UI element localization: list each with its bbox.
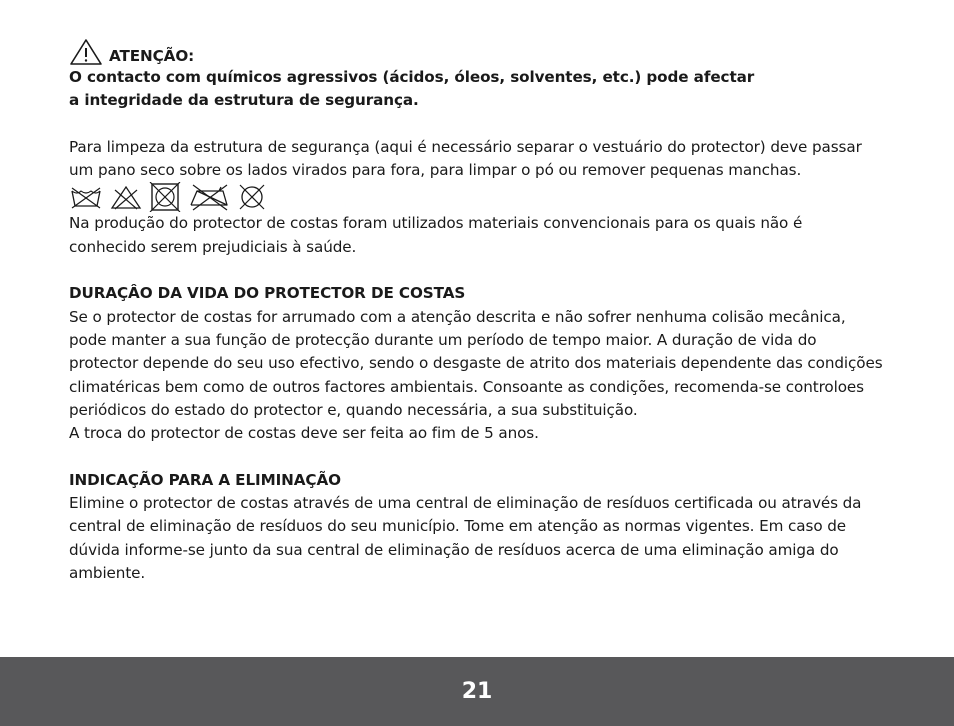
lifespan-text-line: Se o protector de costas for arrumado com a atenção descrita e não sofrer nenhuma colisão mecânica, <box>69 307 846 326</box>
cleaning-text-line: Para limpeza da estrutura de segurança (aqui é necessário separar o vestuário do protector) deve passar <box>69 137 862 156</box>
page-footer <box>0 657 954 726</box>
warning-text-line: a integridade da estrutura de segurança. <box>69 91 419 110</box>
manual-page <box>69 36 899 585</box>
lifespan-text-line: climatéricas bem como de outros factores ambientais. Consoante as condições, recomenda-se controloes <box>69 377 864 396</box>
lifespan-heading: DURAÇÂO DA VIDA DO PROTECTOR DE COSTAS <box>69 284 466 303</box>
warning-label: ATENÇÃO: <box>109 47 195 65</box>
disposal-text-line: ambiente. <box>69 563 146 582</box>
do-not-iron-icon <box>187 183 231 211</box>
disposal-text-line: dúvida informe-se junto da sua central de eliminação de resíduos acerca de uma eliminação amiga do <box>69 540 839 559</box>
warning-text-line: O contacto com químicos agressivos (ácidos, óleos, solventes, etc.) pode afectar <box>69 68 755 86</box>
lifespan-text-line: pode manter a sua função de protecção durante um período de tempo maior. A duração de vida do <box>69 330 817 349</box>
do-not-dry-clean-icon <box>237 183 267 211</box>
lifespan-text-line: periódicos do estado do protector e, quando necessária, a sua substituição. <box>69 400 638 419</box>
materials-text-line: conhecido serem prejudiciais à saúde. <box>69 237 357 256</box>
do-not-wash-icon <box>69 185 103 209</box>
spacer <box>69 445 899 468</box>
warning-heading <box>69 36 899 66</box>
do-not-bleach-icon <box>109 184 143 210</box>
materials-text-line: Na produção do protector de costas foram utilizados materiais convencionais para os quais não é <box>69 214 803 233</box>
do-not-tumble-dry-icon <box>149 182 181 212</box>
page-number: 21 <box>461 679 493 704</box>
warning-triangle-icon <box>69 38 103 66</box>
lifespan-text-line: protector depende do seu uso efectivo, sendo o desgaste de atrito dos materiais dependente das condições <box>69 354 883 373</box>
disposal-text-line: Elimine o protector de costas através de uma central de eliminação de resíduos certificada ou através da <box>69 494 862 513</box>
lifespan-text-line: A troca do protector de costas deve ser feita ao fim de 5 anos. <box>69 424 539 443</box>
care-symbols <box>69 182 899 212</box>
disposal-text-line: central de eliminação de resíduos do seu município. Tome em atenção as normas vigentes. Em caso de <box>69 517 847 536</box>
disposal-heading: INDICAÇÃO PARA A ELIMINAÇÃO <box>69 470 341 489</box>
spacer <box>69 113 899 136</box>
cleaning-text-line: um pano seco sobre os lados virados para fora, para limpar o pó ou remover pequenas manchas. <box>69 161 802 180</box>
spacer <box>69 259 899 282</box>
